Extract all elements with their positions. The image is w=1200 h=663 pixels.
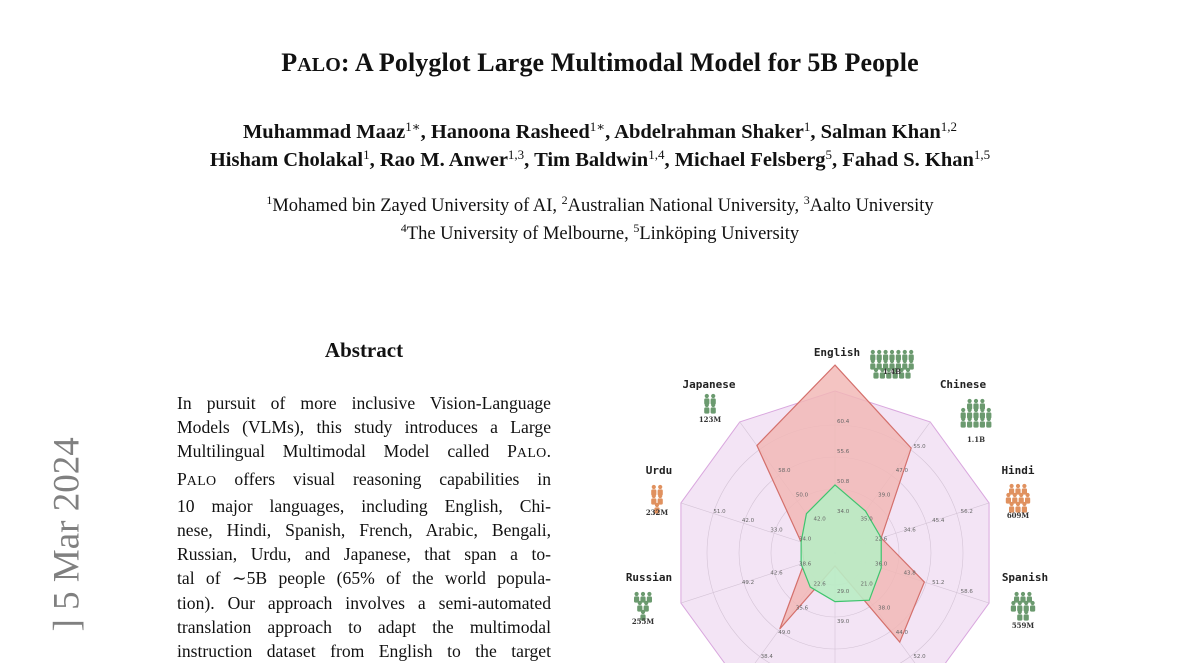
population-people-icon <box>1011 592 1035 621</box>
author-superscript: 1,3 <box>507 147 525 162</box>
abstract-line: tal of ∼5B people (65% of the world popula- <box>177 568 551 589</box>
person-icon <box>634 592 639 603</box>
language-radar-figure <box>612 330 1052 661</box>
radar-tick-label: 51.0 <box>713 508 726 515</box>
radar-tick-label: 50.8 <box>837 479 850 485</box>
abstract-line: PALO offers visual reasoning capabilities in <box>177 468 551 489</box>
person-icon <box>711 403 716 414</box>
population-label: 609M <box>1006 511 1030 520</box>
population-label: 232M <box>645 508 669 517</box>
author-name: Rao M. Anwer <box>379 149 508 171</box>
radar-tick-label: 52.0 <box>913 654 926 661</box>
person-icon <box>902 359 907 370</box>
affiliations <box>0 192 1200 248</box>
language-label: English <box>813 346 861 359</box>
person-icon <box>651 494 656 505</box>
radar-tick-label: 38.6 <box>798 561 812 568</box>
arxiv-stamp-text: ] 5 Mar 2024 <box>46 437 88 632</box>
person-icon <box>1009 484 1014 495</box>
author-superscript: 1,4 <box>648 147 665 162</box>
title-rest: : A Polyglot Large Multimodal Model for 5B People <box>340 48 919 77</box>
language-label: Urdu <box>645 464 673 477</box>
title-p: P <box>281 48 298 77</box>
radar-tick-label: 45.4 <box>932 518 945 525</box>
radar-tick-label: 36.0 <box>875 561 888 568</box>
radar-tick-label: 55.6 <box>837 449 850 455</box>
language-label: Japanese <box>682 378 736 391</box>
person-icon <box>905 368 910 379</box>
abstract-heading: Abstract <box>324 338 404 362</box>
affiliation-line-1 <box>0 192 1200 220</box>
radar-tick-label: 35.0 <box>860 516 873 523</box>
person-icon <box>870 359 875 370</box>
radar-tick-label: 38.0 <box>878 605 891 612</box>
person-icon <box>1025 493 1030 504</box>
affiliation-line-2 <box>0 220 1200 248</box>
radar-tick-label: 51.2 <box>932 579 945 586</box>
person-icon <box>1019 493 1024 504</box>
author-superscript: 1,2 <box>940 119 958 134</box>
abstract-line: Multilingual Multimodal Model called PALO. <box>177 441 551 462</box>
radar-tick-label: 34.0 <box>837 509 850 515</box>
author-name: Michael Felsberg <box>674 149 826 171</box>
author-list <box>0 118 1200 174</box>
affiliation-name: The University of Melbourne, <box>406 224 634 244</box>
person-icon <box>973 417 978 428</box>
person-icon <box>986 417 991 428</box>
affiliation-superscript: 5 <box>633 221 640 235</box>
language-label: Spanish <box>1001 571 1049 584</box>
radar-tick-label: 21.0 <box>860 581 873 588</box>
affiliation-name: Linköping University <box>639 224 800 244</box>
person-icon <box>1014 592 1019 603</box>
affiliation-name: Mohamed bin Zayed University of AI, <box>272 196 562 216</box>
radar-tick-label: 33.0 <box>770 527 783 534</box>
population-people-icon <box>704 394 716 414</box>
abstract-line: Models (VLMs), this study introduces a Large <box>177 417 551 438</box>
author-superscript: 1∗ <box>589 119 606 134</box>
person-icon <box>909 359 914 370</box>
person-icon <box>647 592 652 603</box>
radar-tick-label: 39.0 <box>837 619 850 625</box>
abstract-body <box>177 391 551 663</box>
author-name: Tim Baldwin <box>534 149 649 171</box>
radar-tick-label: 39.0 <box>878 492 891 499</box>
person-icon <box>877 359 882 370</box>
abstract-line: instruction dataset from English to the target <box>177 641 551 662</box>
author-name: Muhammad Maaz <box>242 121 406 143</box>
author-superscript: 1,5 <box>973 147 991 162</box>
author-name: Hanoona Rasheed <box>430 121 590 143</box>
author-name: Abdelrahman Shaker <box>614 121 804 143</box>
population-label: 255M <box>631 617 655 626</box>
population-label: 559M <box>1011 621 1035 630</box>
abstract-line: nese, Hindi, Spanish, French, Arabic, Bengali, <box>177 520 551 541</box>
radar-tick-label: 34.6 <box>903 527 916 534</box>
population-people-icon <box>961 399 992 428</box>
population-people-icon <box>1006 484 1030 513</box>
affiliation-superscript: 2 <box>561 193 568 207</box>
person-icon <box>1027 592 1032 603</box>
person-icon <box>658 494 663 505</box>
radar-tick-label: 56.2 <box>960 508 973 515</box>
person-icon <box>1024 610 1029 621</box>
language-label: Hindi <box>1001 464 1035 477</box>
radar-tick-label: 58.0 <box>778 468 791 475</box>
language-label: Chinese <box>939 378 987 391</box>
person-icon <box>644 601 649 612</box>
small-caps-text: ALO <box>186 473 217 489</box>
author-superscript: 5 <box>825 147 833 162</box>
affiliation-name: Australian National University, <box>567 196 804 216</box>
person-icon <box>967 417 972 428</box>
person-icon <box>1022 484 1027 495</box>
radar-tick-label: 35.6 <box>795 605 809 612</box>
author-name: Salman Khan <box>820 121 941 143</box>
radar-tick-label: 49.2 <box>741 579 755 586</box>
population-label: 1.1B <box>966 435 986 444</box>
abstract-line: tion). Our approach involves a semi-automated <box>177 592 551 613</box>
author-superscript: 1 <box>803 119 811 134</box>
small-caps-text: ALO <box>516 446 547 462</box>
person-icon <box>1012 493 1017 504</box>
affiliation-superscript: 4 <box>400 221 407 235</box>
radar-tick-label: 22.6 <box>875 536 888 543</box>
radar-tick-label: 49.0 <box>778 629 791 636</box>
author-line-2: Hisham Cholakal$^1$, Rao M. Anwer$^{1,3}$, Tim Baldwin$^{1,4}$, Michael Felsberg$^5$, Fahad S. Khan$^{1,5}$ <box>209 147 991 171</box>
radar-tick-label: 34.0 <box>798 536 812 543</box>
person-icon <box>1017 610 1022 621</box>
person-icon <box>873 368 878 379</box>
affiliation-superscript: 1 <box>266 193 273 207</box>
population-label: 123M <box>698 415 722 424</box>
affiliation-superscript: 3 <box>803 193 810 207</box>
radar-tick-label: 38.4 <box>760 654 773 661</box>
radar-chart <box>681 365 989 663</box>
abstract-line: In pursuit of more inclusive Vision-Language <box>177 393 551 413</box>
person-icon <box>1015 484 1020 495</box>
radar-tick-label: 60.4 <box>837 419 850 425</box>
radar-tick-label: 50.0 <box>795 492 809 499</box>
affiliation-name: Aalto University <box>809 196 934 216</box>
radar-tick-label: 58.6 <box>960 589 973 596</box>
person-icon <box>1030 601 1035 612</box>
person-icon <box>1020 592 1025 603</box>
abstract-line: 10 major languages, including English, Chi- <box>177 495 551 516</box>
radar-tick-label: 42.0 <box>741 518 755 525</box>
author-name: Fahad S. Khan <box>842 149 974 171</box>
radar-tick-label: 44.0 <box>895 629 909 636</box>
person-icon <box>980 417 985 428</box>
person-icon <box>704 403 709 414</box>
radar-tick-label: 47.0 <box>895 468 909 475</box>
language-label: Russian <box>625 571 673 584</box>
radar-tick-label: 22.6 <box>813 581 826 588</box>
abstract-line: Russian, Urdu, and Japanese, that span a to- <box>177 544 551 565</box>
person-icon <box>1011 601 1016 612</box>
author-superscript: 1∗ <box>405 119 421 134</box>
radar-tick-label: 42.0 <box>813 516 826 523</box>
radar-tick-label: 43.8 <box>903 570 916 577</box>
person-icon <box>640 592 645 603</box>
radar-tick-label: 29.0 <box>837 589 850 595</box>
title-alo: ALO <box>297 54 341 76</box>
person-icon <box>961 417 966 428</box>
arxiv-stamp <box>22 430 92 650</box>
abstract-line: translation approach to adapt the multimodal <box>177 616 551 637</box>
radar-tick-label: 55.0 <box>913 443 926 450</box>
paper-title <box>0 48 1200 78</box>
author-name: Hisham Cholakal <box>209 149 364 171</box>
radar-tick-label: 42.6 <box>770 570 783 577</box>
author-line-1: Muhammad Maaz$^{1∗}$, Hanoona Rasheed$^{1∗}$, Abdelrahman Shaker$^1$, Salman Khan$^{1,2}$ <box>242 119 958 143</box>
author-superscript: 1 <box>363 147 370 162</box>
person-icon <box>1006 493 1011 504</box>
population-label: 1.4B <box>882 367 902 376</box>
person-icon <box>637 601 642 612</box>
